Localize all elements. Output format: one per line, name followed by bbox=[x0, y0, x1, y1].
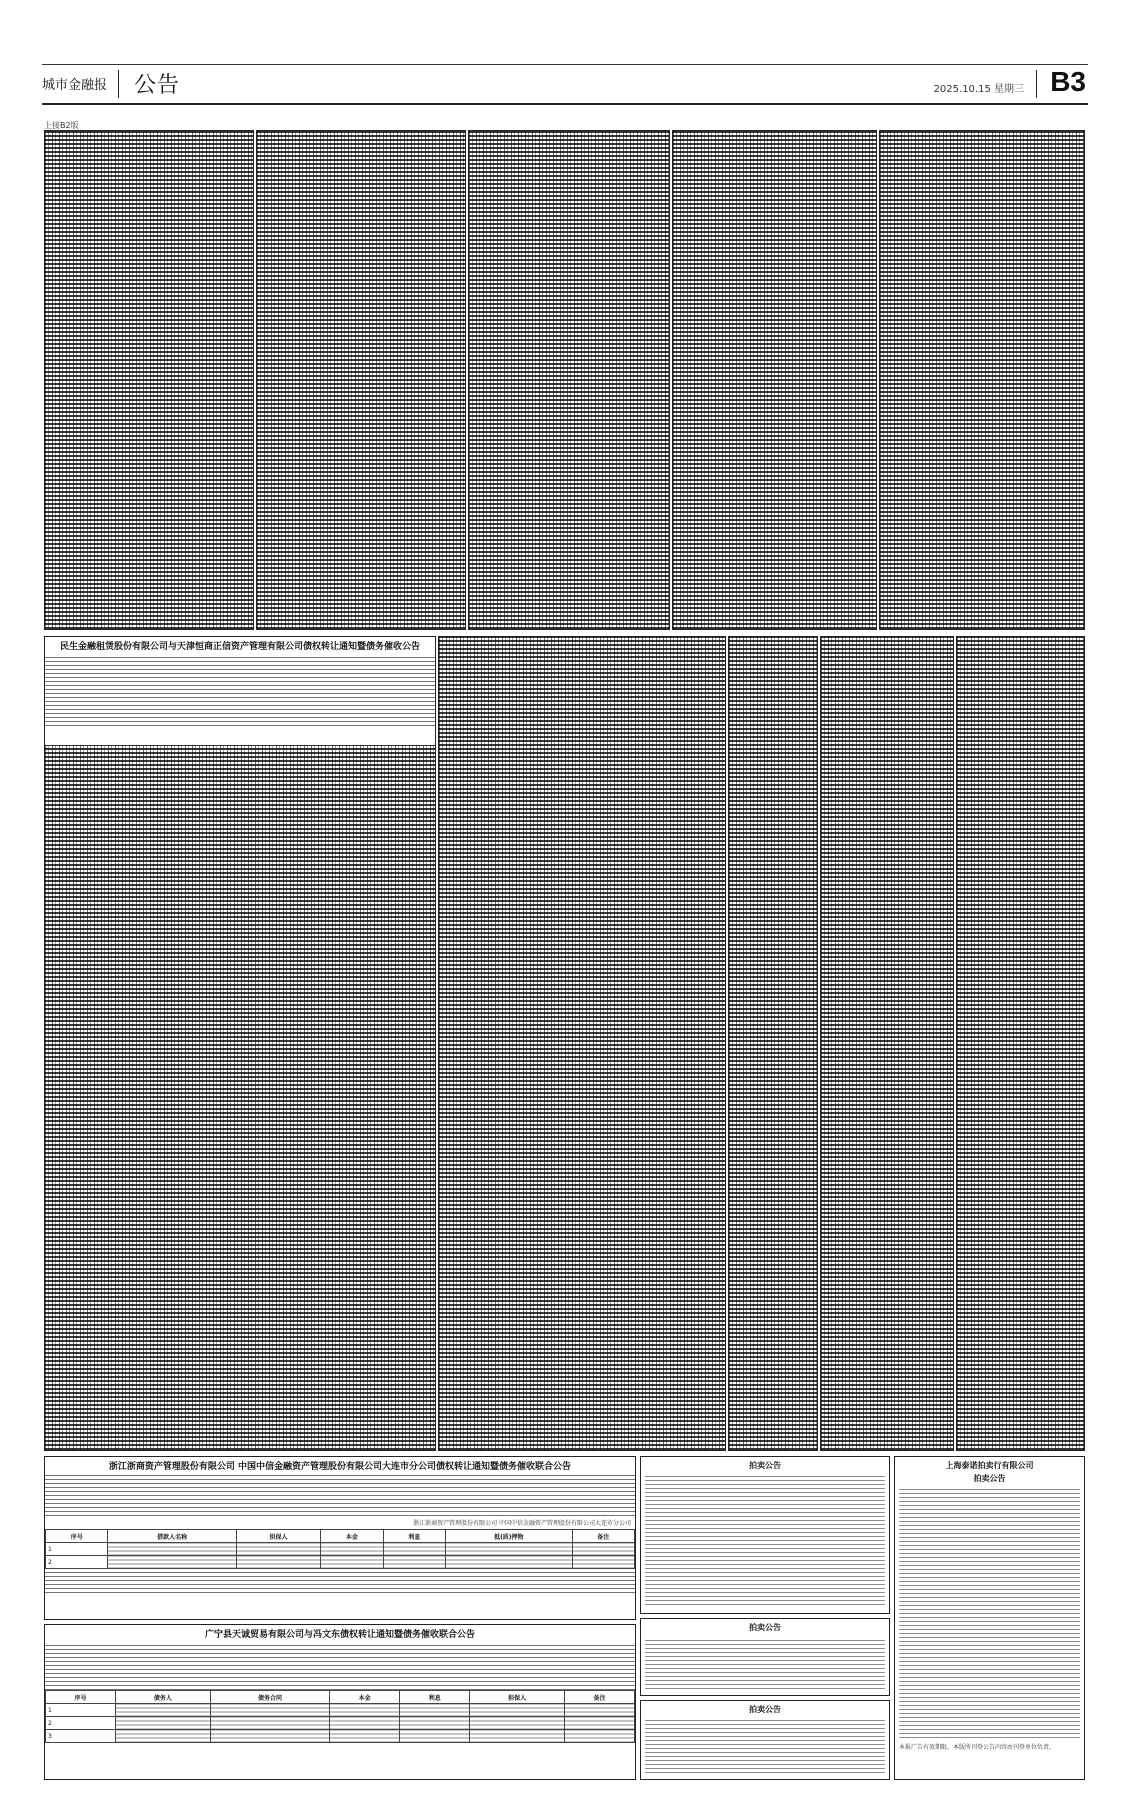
table-cell bbox=[564, 1717, 634, 1730]
auction-notice-3 bbox=[640, 1700, 890, 1780]
auction-notice-1 bbox=[640, 1456, 890, 1614]
debt-table-col-5 bbox=[879, 130, 1085, 630]
guangning-th-2: 债务合同 bbox=[210, 1691, 329, 1704]
auction-notice-3-body bbox=[645, 1719, 885, 1773]
table-cell bbox=[383, 1556, 445, 1569]
zheshang-th-6: 备注 bbox=[572, 1530, 634, 1543]
guangning-notice-title: 广宁县天诚贸易有限公司与冯文东债权转让通知暨债务催收联合公告 bbox=[45, 1625, 635, 1642]
masthead-bottom-rule bbox=[42, 103, 1088, 105]
shanghai-auction-body bbox=[899, 1488, 1080, 1738]
debt-table-col-3 bbox=[468, 130, 670, 630]
masthead-top-rule bbox=[42, 64, 1088, 65]
debt-table-col-8 bbox=[820, 636, 954, 1451]
table-cell bbox=[330, 1730, 400, 1743]
minsheng-debt-table bbox=[45, 745, 435, 1450]
guangning-table bbox=[45, 1690, 635, 1743]
table-cell: 1 bbox=[46, 1543, 108, 1556]
shanghai-auction-notice bbox=[894, 1456, 1085, 1780]
shanghai-auction-title: 拍卖公告 bbox=[973, 1474, 1006, 1483]
continued-note: 上接B2版 bbox=[44, 121, 79, 130]
table-cell bbox=[572, 1556, 634, 1569]
guangning-th-1: 债务人 bbox=[116, 1691, 211, 1704]
masthead-divider bbox=[118, 70, 119, 98]
minsheng-notice bbox=[44, 636, 436, 1451]
table-cell bbox=[446, 1543, 573, 1556]
guangning-th-6: 备注 bbox=[564, 1691, 634, 1704]
table-row bbox=[46, 1556, 635, 1569]
table-cell bbox=[108, 1543, 236, 1556]
debt-table-col-9 bbox=[956, 636, 1085, 1451]
minsheng-notice-body bbox=[45, 654, 435, 726]
debt-table-col-1 bbox=[44, 130, 254, 630]
table-cell bbox=[400, 1704, 470, 1717]
zheshang-notice-title: 浙江浙商资产管理股份有限公司 中国中信金融资产管理股份有限公司大连市分公司债权转让通知暨债务催收联合公告 bbox=[45, 1457, 635, 1474]
zheshang-notice-sign: 浙江浙商资产管理股份有限公司 中国中信金融资产管理股份有限公司大连市分公司 bbox=[413, 1520, 631, 1527]
table-cell bbox=[572, 1543, 634, 1556]
guangning-th-3: 本金 bbox=[330, 1691, 400, 1704]
zheshang-th-3: 本金 bbox=[321, 1530, 383, 1543]
zheshang-notice-body bbox=[45, 1474, 635, 1516]
auction-notice-1-body bbox=[645, 1475, 885, 1605]
table-cell bbox=[470, 1730, 565, 1743]
table-row bbox=[46, 1704, 635, 1717]
page-number: B3 bbox=[1050, 66, 1086, 97]
debt-table-col-6 bbox=[438, 636, 726, 1451]
table-cell bbox=[470, 1704, 565, 1717]
zheshang-th-4: 利息 bbox=[383, 1530, 445, 1543]
table-cell bbox=[564, 1730, 634, 1743]
issue-date: 2025.10.15 星期三 bbox=[933, 84, 1024, 95]
table-cell: 2 bbox=[46, 1556, 108, 1569]
zheshang-th-0: 序号 bbox=[46, 1530, 108, 1543]
table-cell bbox=[210, 1717, 329, 1730]
table-cell bbox=[446, 1556, 573, 1569]
table-cell bbox=[236, 1543, 320, 1556]
table-cell bbox=[210, 1730, 329, 1743]
table-cell bbox=[116, 1730, 211, 1743]
table-row bbox=[46, 1730, 635, 1743]
table-cell bbox=[383, 1543, 445, 1556]
auction-notice-3-title: 拍卖公告 bbox=[749, 1705, 781, 1714]
guangning-th-4: 利息 bbox=[400, 1691, 470, 1704]
auction-notice-2 bbox=[640, 1618, 890, 1696]
table-cell bbox=[330, 1704, 400, 1717]
zheshang-th-5: 抵(质)押物 bbox=[446, 1530, 573, 1543]
auction-notice-2-body bbox=[645, 1637, 885, 1689]
debt-table-col-7 bbox=[728, 636, 818, 1451]
zheshang-notice-footer bbox=[45, 1571, 635, 1593]
zheshang-th-1: 借款人名称 bbox=[108, 1530, 236, 1543]
table-cell: 3 bbox=[46, 1730, 116, 1743]
table-cell bbox=[330, 1717, 400, 1730]
auction-notice-2-title: 拍卖公告 bbox=[749, 1623, 781, 1632]
table-cell bbox=[116, 1717, 211, 1730]
table-cell: 1 bbox=[46, 1704, 116, 1717]
zheshang-notice bbox=[44, 1456, 636, 1620]
table-cell bbox=[236, 1556, 320, 1569]
page-divider bbox=[1036, 70, 1037, 98]
guangning-th-0: 序号 bbox=[46, 1691, 116, 1704]
table-cell bbox=[470, 1717, 565, 1730]
shanghai-company-name: 上海泰诺拍卖行有限公司 bbox=[945, 1461, 1034, 1470]
guangning-th-5: 担保人 bbox=[470, 1691, 565, 1704]
table-cell bbox=[210, 1704, 329, 1717]
table-cell bbox=[400, 1730, 470, 1743]
bottom-note: 本报广告有效期限。本版所刊登公告内容由刊登单位负责。 bbox=[899, 1744, 1056, 1751]
table-cell bbox=[321, 1556, 383, 1569]
debt-table-col-4 bbox=[672, 130, 877, 630]
guangning-notice bbox=[44, 1624, 636, 1780]
paper-name: 城市金融报 bbox=[42, 78, 108, 93]
table-cell bbox=[116, 1704, 211, 1717]
table-cell bbox=[564, 1704, 634, 1717]
table-cell bbox=[108, 1556, 236, 1569]
debt-table-col-2 bbox=[256, 130, 466, 630]
zheshang-th-2: 担保人 bbox=[236, 1530, 320, 1543]
auction-notice-1-title: 拍卖公告 bbox=[749, 1461, 781, 1470]
zheshang-table bbox=[45, 1529, 635, 1569]
table-cell bbox=[321, 1543, 383, 1556]
table-row bbox=[46, 1717, 635, 1730]
table-cell: 2 bbox=[46, 1717, 116, 1730]
masthead bbox=[42, 64, 1088, 104]
table-cell bbox=[400, 1717, 470, 1730]
minsheng-notice-title: 民生金融租赁股份有限公司与天津恒商正信资产管理有限公司债权转让通知暨债务催收公告 bbox=[45, 637, 435, 654]
table-row bbox=[46, 1543, 635, 1556]
section-title: 公告 bbox=[134, 73, 181, 98]
guangning-notice-body bbox=[45, 1642, 635, 1690]
